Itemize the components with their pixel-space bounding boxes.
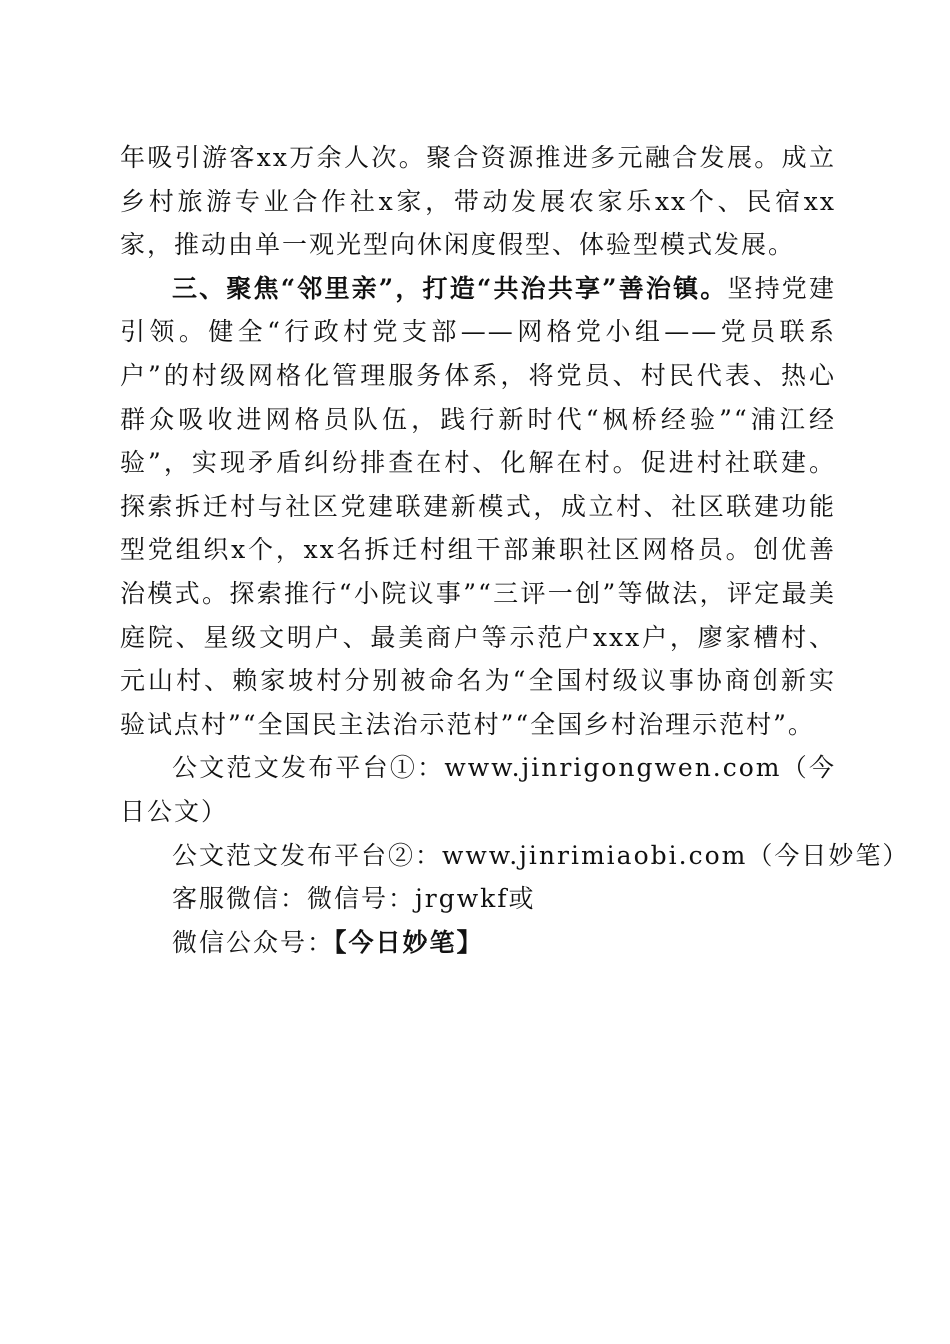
document-page xyxy=(120,136,910,964)
footer-platform-2: 公文范文发布平台②：www.jinrimiaobi.com（今日妙笔） xyxy=(172,840,910,870)
section-3-paragraph xyxy=(120,267,836,747)
footer-wechat-public-label: 微信公众号： xyxy=(172,927,335,957)
footer-platform-1: 公文范文发布平台①：www.jinrigongwen.com（今日公文） xyxy=(120,753,836,826)
footer-wechat-service: 客服微信：微信号：jrgwkf或 xyxy=(172,884,536,914)
footer-wechat-public-name: 【今日妙笔】 xyxy=(334,927,484,957)
section-3-heading: 三、聚焦“邻里亲”，打造“共治共享”善治镇。 xyxy=(172,273,728,303)
footer-wechat-public xyxy=(120,921,836,965)
section-3-body: 坚持党建引领。健全“行政村党支部——网格党小组——党员联系户”的村级网格化管理服务体系，将党员、村民代表、热心群众吸收进网格员队伍，践行新时代“枫桥经验”“浦江经验”，实现矛盾纠纷排查在村、化解在村。促进村社联建。探索拆迁村与社区党建联建新模式，成立村、社区联建功能型党组织x个，xx名拆迁村组干部兼职社区网格员。创优善治模式。探索推行“小院议事”“三评一创”等做法，评定最美庭院、星级文明户、最美商户等示范户xxx户，廖家槽村、元山村、赖家坡村分别被命名为“全国村级议事协商创新实验试点村”“全国民主法治示范村”“全国乡村治理示范村”。 xyxy=(120,273,836,739)
paragraph-continuation: 年吸引游客xx万余人次。聚合资源推进多元融合发展。成立乡村旅游专业合作社x家，带动发展农家乐xx个、民宿xx家，推动由单一观光型向休闲度假型、体验型模式发展。 xyxy=(120,143,836,260)
